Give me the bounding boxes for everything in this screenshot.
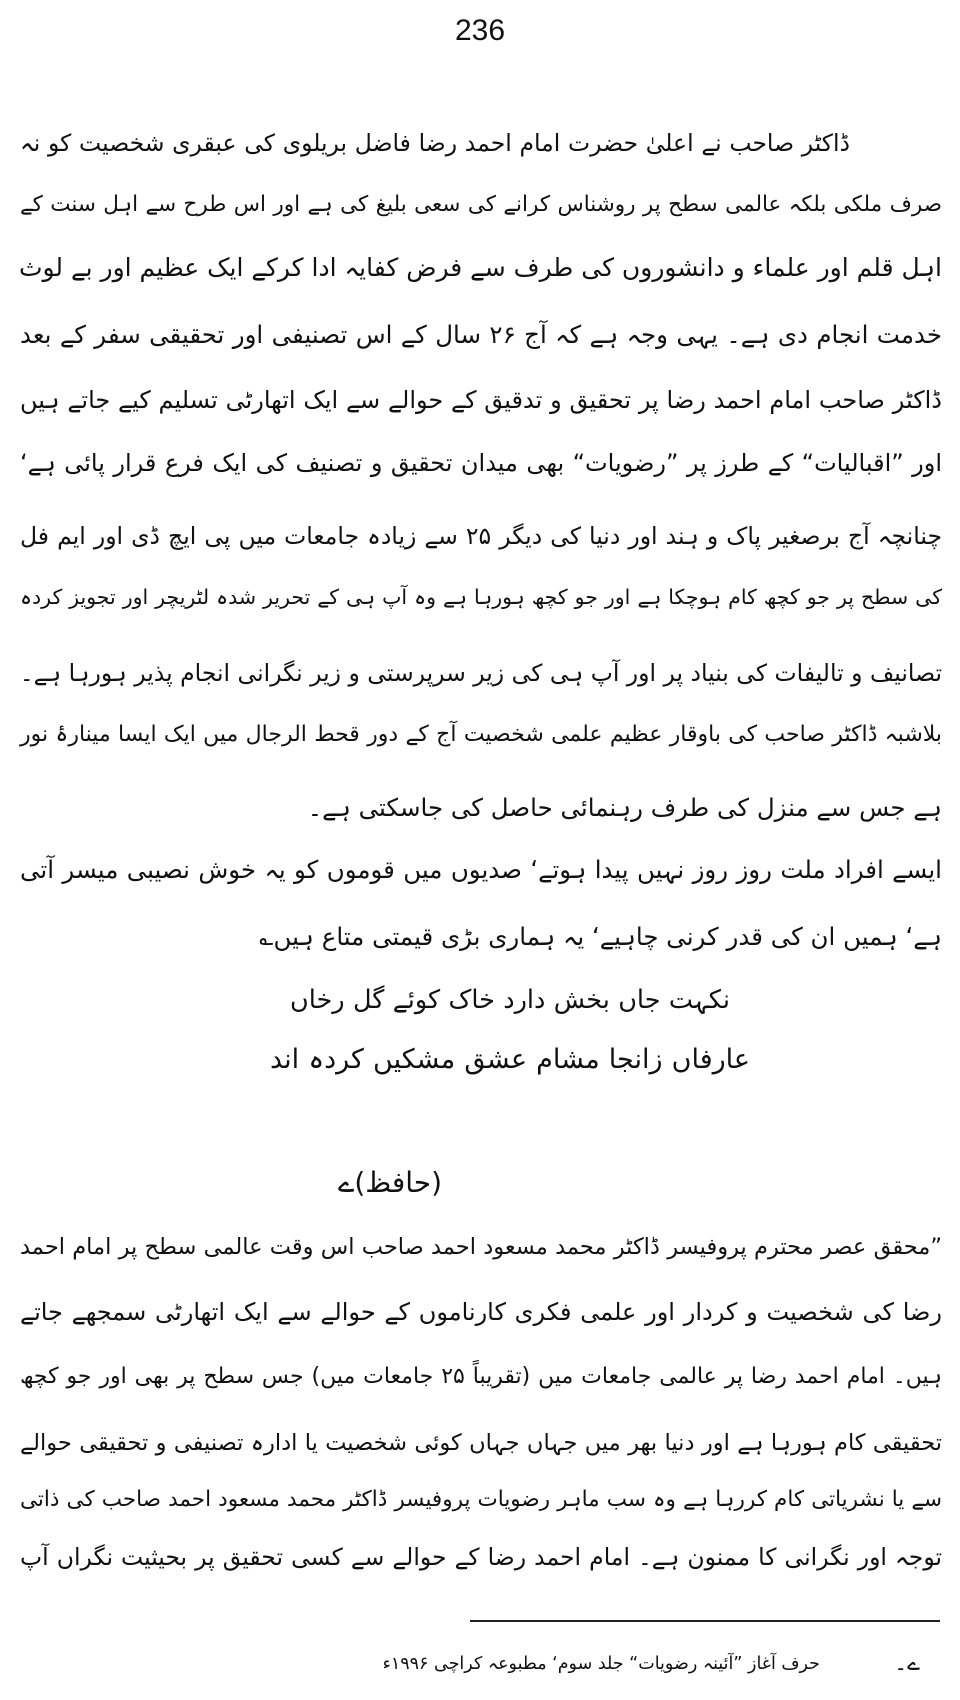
- footnote-text: حرف آغاز ”آئینہ رضویات“ جلد سوم‘ مطبوعہ کراچی ۱۹۹۶ء: [382, 1654, 820, 1674]
- verse-attribution: (حافظ)ے: [337, 1166, 443, 1199]
- verse-line: نکہت جاں بخش دارد خاک کوئے گل رخاں: [290, 985, 730, 1015]
- page-number: 236: [454, 14, 506, 47]
- text-line: کی سطح پر جو کچھ کام ہوچکا ہے اور جو کچھ ہورہا ہے وہ آپ ہی کے تحریر شدہ لٹریچر اور تجویز کردہ: [20, 585, 942, 609]
- text-line: اور ”اقبالیات“ کے طرز پر ”رضویات“ بھی میدان تحقیق و تصنیف کی ایک فرع قرار پائی ہے‘: [20, 449, 942, 477]
- text-line: صرف ملکی بلکہ عالمی سطح پر روشناس کرانے کی سعی بلیغ کی ہے اور اس طرح سے اہل سنت کے: [20, 192, 942, 217]
- footnote-divider: [470, 1620, 940, 1622]
- text-line: ایسے افراد ملت روز روز نہیں پیدا ہوتے‘ صدیوں میں قوموں کو یہ خوش نصیبی میسر آتی: [20, 855, 942, 884]
- text-line: ڈاکٹر صاحب امام احمد رضا پر تحقیق و تدقیق کے حوالے سے ایک اتھارٹی تسلیم کیے جاتے ہیں: [20, 386, 942, 414]
- text-line: توجہ اور نگرانی کا ممنون ہے۔ امام احمد رضا کے حوالے سے کسی تحقیق پر بحیثیت نگراں آپ: [20, 1543, 942, 1571]
- text-line: ہیں۔ امام احمد رضا پر عالمی جامعات میں (تقریباً ۲۵ جامعات میں) جس سطح پر بھی اور جو کچھ: [20, 1364, 942, 1389]
- text-line: چنانچہ آج برصغیر پاک و ہند اور دنیا کی دیگر ۲۵ سے زیادہ جامعات میں پی ایچ ڈی اور ایم فل: [20, 522, 942, 550]
- text-line: ہے‘ ہمیں ان کی قدر کرنی چاہیے‘ یہ ہماری بڑی قیمتی متاع ہیں؎: [259, 922, 942, 951]
- text-line: ڈاکٹر صاحب نے اعلیٰ حضرت امام احمد رضا فاضل بریلوی کی عبقری شخصیت کو نہ: [20, 129, 850, 157]
- text-line: ”محقق عصر محترم پروفیسر ڈاکٹر محمد مسعود احمد صاحب اس وقت عالمی سطح پر امام احمد: [20, 1234, 942, 1260]
- text-line: تحقیقی کام ہورہا ہے اور دنیا بھر میں جہاں جہاں کوئی شخصیت یا ادارہ تصنیفی و تحقیقی حوالے: [20, 1430, 942, 1456]
- text-line: ہے جس سے منزل کی طرف رہنمائی حاصل کی جاسکتی ہے۔: [307, 793, 942, 822]
- text-line: خدمت انجام دی ہے۔ یہی وجہ ہے کہ آج ۲۶ سال کے اس تصنیفی اور تحقیقی سفر کے بعد: [20, 320, 942, 349]
- footnote-marker: ے۔: [894, 1651, 920, 1676]
- verse-line: عارفاں زانجا مشام عشق مشکیں کردہ اند: [270, 1044, 750, 1075]
- text-line: تصانیف و تالیفات کی بنیاد پر اور آپ ہی کی زیر سرپرستی و زیر نگرانی انجام پذیر ہورہا ہے۔: [19, 659, 942, 687]
- text-line: سے یا نشریاتی کام کررہا ہے وہ سب ماہر رضویات پروفیسر ڈاکٹر محمد مسعود احمد صاحب کی ذاتی: [20, 1487, 942, 1512]
- text-line: اہل قلم اور علماء و دانشوروں کی طرف سے فرض کفایہ ادا کرکے ایک عظیم اور بے لوث: [18, 253, 942, 282]
- text-line: رضا کی شخصیت و کردار اور علمی فکری کارناموں کے حوالے سے ایک اتھارٹی سمجھے جاتے: [20, 1298, 942, 1326]
- text-line: بلاشبہ ڈاکٹر صاحب کی باوقار عظیم علمی شخصیت آج کے دور قحط الرجال میں ایک ایسا مینارۂ نور: [20, 722, 942, 747]
